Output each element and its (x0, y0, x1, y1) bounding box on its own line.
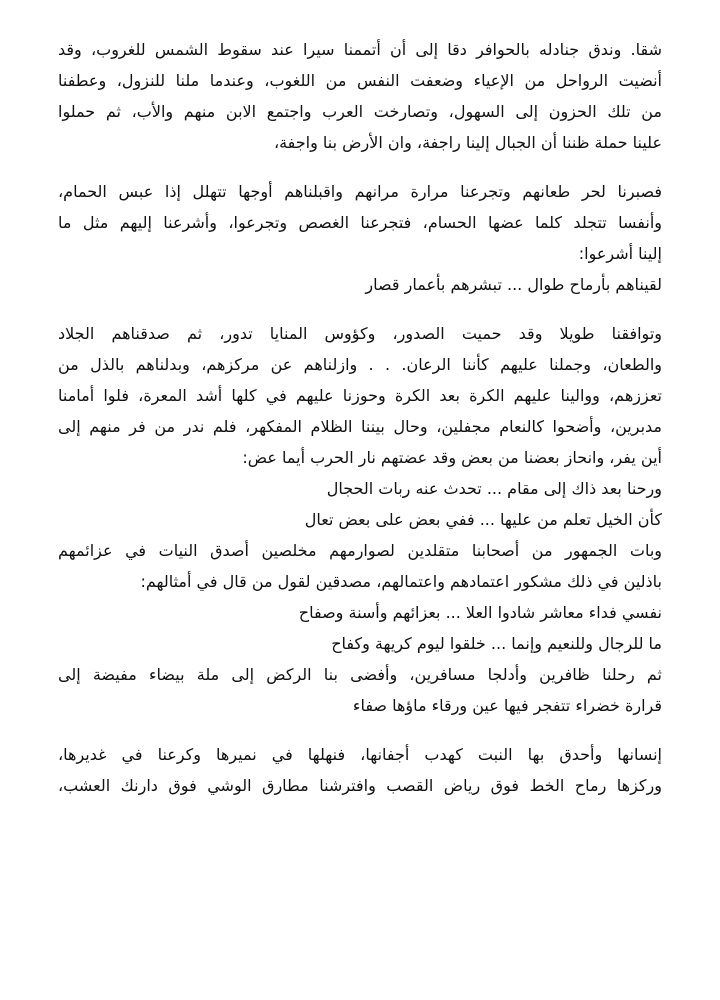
text-line: شقا. وندق جنادله بالحوافر دقا إلى أن أتممنا سيرا عند سقوط الشمس للغروب، وقد (58, 40, 662, 59)
text-line: أنضيت الرواحل من الإعياء وضعفت النفس من اللغوب، وعندما ملنا للنزول، وعطفنا (58, 71, 662, 90)
text-line: وبات الجمهور من أصحابنا متقلدين لصوارمهم مخلصين أصدق النيات في عزائمهم (58, 541, 662, 560)
text-line: قرارة خضراء تتفجر فيها عين ورقاء ماؤها صفاء (352, 696, 662, 715)
text-line: وأنفسا تتجلد كلما عضها الحسام، فتجرعنا الغصص وتجرعوا، وأشرعنا إليهم مثل ما (58, 213, 662, 232)
text-line: تعززهم، ووالينا عليهم الكرة بعد الكرة وحوزنا عليهم في كلها أشد المعرة، فلوا أمامنا (58, 386, 662, 405)
text-line: أين يفر، وانحاز بعضنا من بعض وقد عضتهم نار الحرب أيما عض: (242, 448, 662, 467)
text-line: إنسانها وأحدق بها النبت كهدب أجفانها، فنهلها في نميرها وكرعنا في غديرها، (58, 745, 662, 764)
verse-line: ما للرجال وللنعيم وإنما ... خلقوا ليوم كريهة وكفاح (331, 634, 662, 653)
text-line: من تلك الحزون إلى السهول، وتصارخت العرب واجتمع الابن منهم والأب، ثم حملوا (58, 102, 662, 121)
verse-line: ورحنا بعد ذاك إلى مقام ... تحدث عنه ربات الحجال (326, 479, 662, 498)
verse-line: نفسي فداء معاشر شادوا العلا ... بعزائهم وأسنة وصفاح (298, 603, 662, 622)
text-line: وتوافقنا طويلا وقد حميت الصدور، وكؤوس المنايا تدور، ثم صدقناهم الجلاد (58, 324, 662, 343)
text-line: وركزها رماح الخط فوق رياض القصب وافترشنا مطارق الوشي فوق دارنك العشب، (58, 776, 662, 795)
text-line: علينا حملة ظننا أن الجبال إلينا راجفة، وان الأرض بنا واجفة، (273, 133, 662, 152)
text-line: فصبرنا لحر طعانهم وتجرعنا مرارة مرانهم واقبلناهم أوجها تتهلل إذا عبس الحمام، (58, 182, 662, 201)
text-line: والطعان، وجملنا عليهم كأننا الرعان. . . وازلناهم عن مركزهم، وبدلناهم بالذل من (58, 355, 662, 374)
text-line: ثم رحلنا ظافرين وأدلجا مسافرين، وأفضى بنا الركض إلى ملة بيضاء مفيضة إلى (58, 665, 662, 684)
verse-line: كأن الخيل تعلم من عليها ... ففي بعض على بعض تعال (304, 510, 662, 529)
text-line: باذلين في ذلك مشكور اعتمادهم واعتمالهم، مصدقين لقول من قال في أمثالهم: (140, 572, 662, 591)
text-line: إلينا أشرعوا: (578, 244, 662, 263)
text-line: مدبرين، وأضحوا كالنعام مجفلين، وحال بيننا الظلام المفكهر، فلم ندر من فر منهم إلى (58, 417, 662, 436)
verse-line: لقيناهم بأرماح طوال ... تبشرهم بأعمار قصار (365, 275, 662, 294)
